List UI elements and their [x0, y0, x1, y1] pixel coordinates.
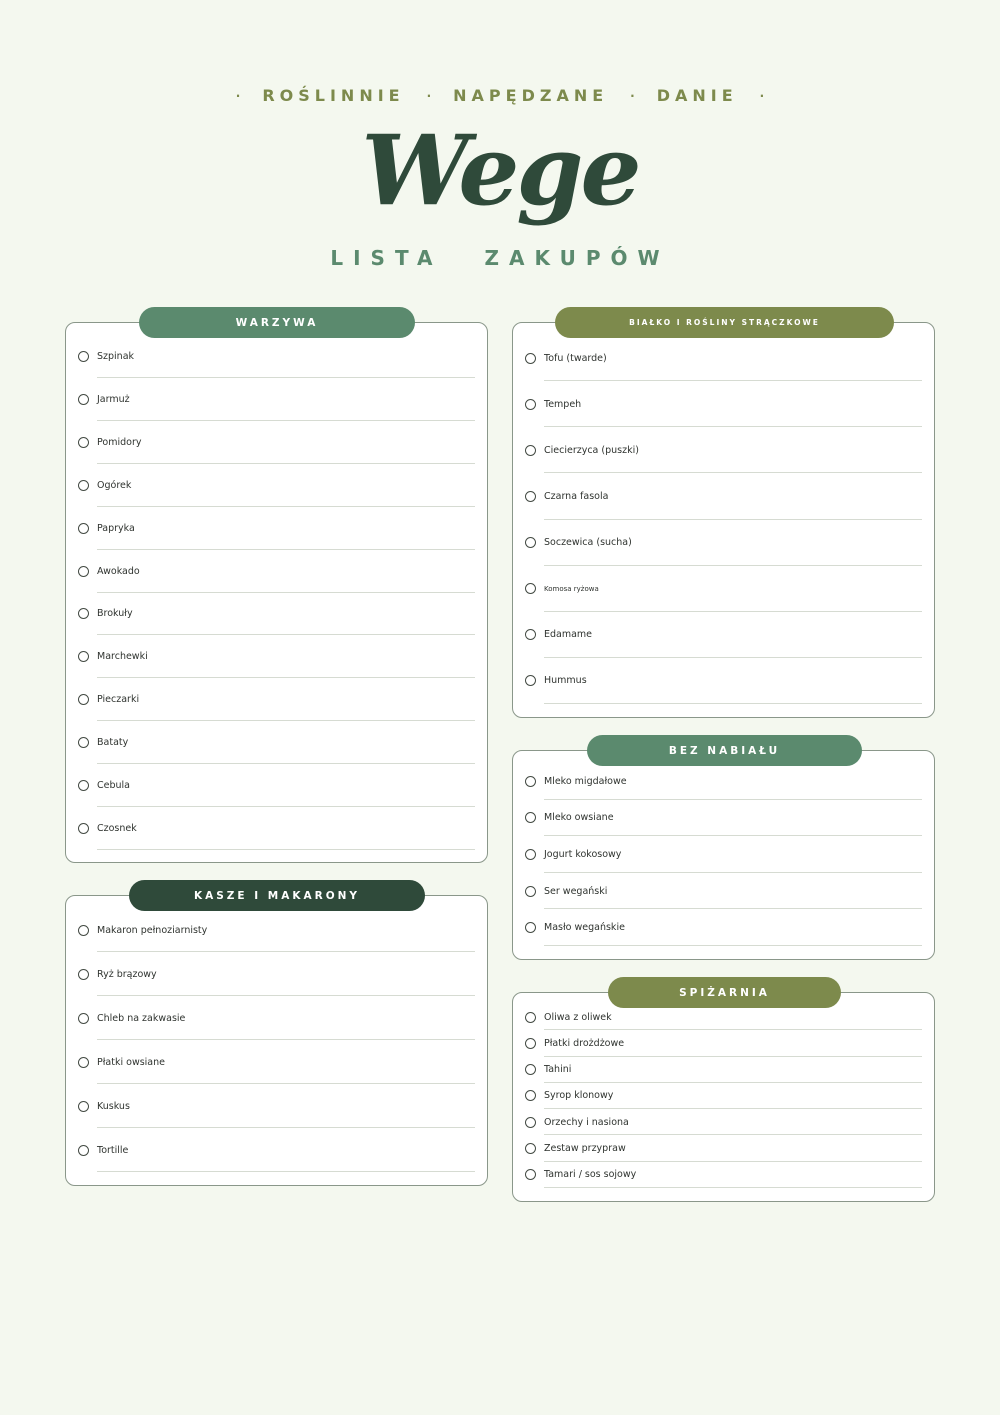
checkbox-circle-icon[interactable]: [525, 1169, 536, 1180]
checkbox-circle-icon[interactable]: [525, 812, 536, 823]
row-divider: [544, 1187, 922, 1188]
checkbox-circle-icon[interactable]: [525, 353, 536, 364]
checkbox-circle-icon[interactable]: [78, 780, 89, 791]
list-item-label: Ogórek: [97, 479, 132, 491]
list-item[interactable]: [77, 1040, 475, 1084]
list-item[interactable]: [524, 1135, 922, 1161]
checkbox-circle-icon[interactable]: [78, 1145, 89, 1156]
checkbox-circle-icon[interactable]: [525, 1117, 536, 1128]
section-title-bez-nabialu: BEZ NABIAŁU: [587, 735, 862, 766]
list-item[interactable]: [77, 678, 475, 721]
list-item[interactable]: [524, 1162, 922, 1188]
list-item-label: Brokuły: [97, 608, 133, 620]
list-item-label: Płatki drożdżowe: [544, 1037, 625, 1049]
list-item-label: Płatki owsiane: [97, 1056, 165, 1068]
list-item[interactable]: [77, 593, 475, 636]
list-item[interactable]: [524, 1004, 922, 1030]
subtitle-word-1: LISTA: [330, 246, 443, 270]
list-item-label: Syrop klonowy: [544, 1090, 614, 1102]
checkbox-circle-icon[interactable]: [525, 399, 536, 410]
list-item-label: Tofu (twarde): [544, 352, 607, 364]
list-item[interactable]: [524, 427, 922, 473]
list-item[interactable]: [524, 1030, 922, 1056]
section-bialko: [512, 318, 935, 718]
section-spizarnia: [512, 986, 935, 1202]
list-item-label: Papryka: [97, 522, 135, 534]
checkbox-circle-icon[interactable]: [78, 969, 89, 980]
list-item[interactable]: [77, 764, 475, 807]
list-item[interactable]: [524, 658, 922, 704]
section-warzywa: [65, 316, 488, 863]
checkbox-circle-icon[interactable]: [525, 1038, 536, 1049]
list-item-label: Mleko migdałowe: [544, 775, 627, 787]
list-item[interactable]: [77, 550, 475, 593]
section-title-bialko: BIAŁKO I ROŚLINY STRĄCZKOWE: [555, 307, 894, 338]
list-item-label: Czosnek: [97, 823, 137, 835]
list-item[interactable]: [77, 908, 475, 952]
checkbox-circle-icon[interactable]: [525, 491, 536, 502]
list-item-label: Szpinak: [97, 350, 135, 362]
section-title-kasze: KASZE I MAKARONY: [129, 880, 425, 911]
list-item[interactable]: [77, 1084, 475, 1128]
list-item-label: Oliwa z oliwek: [544, 1011, 612, 1023]
list-item[interactable]: [77, 507, 475, 550]
checkbox-circle-icon[interactable]: [78, 1101, 89, 1112]
tagline: [0, 86, 1000, 105]
list-item[interactable]: [524, 1057, 922, 1083]
list-item-label: Makaron pełnoziarnisty: [97, 924, 208, 936]
list-item[interactable]: [77, 996, 475, 1040]
list-item-label: Mleko owsiane: [544, 812, 614, 824]
tagline-word-2: NAPĘDZANE: [453, 86, 609, 105]
list-item[interactable]: [77, 335, 475, 378]
checkbox-circle-icon[interactable]: [78, 1013, 89, 1024]
checkbox-circle-icon[interactable]: [525, 922, 536, 933]
list-item-label: Ciecierzyca (puszki): [544, 444, 639, 456]
list-item[interactable]: [524, 381, 922, 427]
list-item[interactable]: [524, 1083, 922, 1109]
checkbox-circle-icon[interactable]: [78, 608, 89, 619]
list-item[interactable]: [524, 335, 922, 381]
tagline-dot: ·: [759, 88, 765, 103]
checklist: [77, 335, 475, 850]
checkbox-circle-icon[interactable]: [525, 629, 536, 640]
subtitle-word-2: ZAKUPÓW: [484, 246, 670, 270]
list-item-label: Hummus: [544, 675, 587, 687]
page-subtitle: [0, 246, 1000, 270]
checkbox-circle-icon[interactable]: [525, 445, 536, 456]
tagline-word-1: ROŚLINNIE: [262, 86, 405, 105]
list-item[interactable]: [77, 464, 475, 507]
checkbox-circle-icon[interactable]: [78, 737, 89, 748]
list-item-label: Kuskus: [97, 1100, 130, 1112]
checkbox-circle-icon[interactable]: [525, 776, 536, 787]
list-item[interactable]: [77, 378, 475, 421]
list-item-label: Zestaw przypraw: [544, 1143, 626, 1155]
list-item-label: Pieczarki: [97, 694, 140, 706]
list-item[interactable]: [524, 836, 922, 873]
tagline-dot: ·: [235, 88, 241, 103]
list-item[interactable]: [77, 721, 475, 764]
list-item-label: Orzechy i nasiona: [544, 1116, 629, 1128]
list-item-label: Tahini: [544, 1064, 572, 1076]
checkbox-circle-icon[interactable]: [525, 583, 536, 594]
checkbox-circle-icon[interactable]: [78, 694, 89, 705]
list-item-label: Marchewki: [97, 651, 148, 663]
checkbox-circle-icon[interactable]: [525, 537, 536, 548]
checkbox-circle-icon[interactable]: [525, 1143, 536, 1154]
tagline-word-3: DANIE: [656, 86, 738, 105]
checkbox-circle-icon[interactable]: [525, 675, 536, 686]
list-item[interactable]: [524, 566, 922, 612]
list-item-label: Pomidory: [97, 436, 142, 448]
list-item[interactable]: [524, 612, 922, 658]
list-item-label: Jogurt kokosowy: [544, 848, 622, 860]
list-item[interactable]: [77, 952, 475, 996]
row-divider: [544, 703, 922, 704]
list-item-label: Tempeh: [544, 398, 582, 410]
page-title: Wege: [361, 114, 639, 227]
list-item[interactable]: [524, 909, 922, 946]
list-item[interactable]: [524, 473, 922, 519]
list-item[interactable]: [77, 635, 475, 678]
checklist: [524, 335, 922, 704]
section-title-spizarnia: SPIŻARNIA: [608, 977, 841, 1008]
list-item[interactable]: [524, 800, 922, 837]
list-item[interactable]: [77, 1128, 475, 1172]
checkbox-circle-icon[interactable]: [78, 1057, 89, 1068]
checkbox-circle-icon[interactable]: [78, 925, 89, 936]
list-item[interactable]: [524, 520, 922, 566]
list-item-label: Czarna fasola: [544, 490, 609, 502]
checkbox-circle-icon[interactable]: [78, 437, 89, 448]
list-item-label: Bataty: [97, 737, 129, 749]
checkbox-circle-icon[interactable]: [525, 1090, 536, 1101]
checkbox-circle-icon[interactable]: [525, 886, 536, 897]
list-item[interactable]: [524, 873, 922, 910]
row-divider: [97, 849, 475, 850]
list-item[interactable]: [77, 421, 475, 464]
list-item-label: Komosa ryżowa: [544, 584, 599, 593]
list-item-label: Edamame: [544, 629, 593, 641]
checkbox-circle-icon[interactable]: [78, 351, 89, 362]
list-item-label: Masło wegańskie: [544, 922, 625, 934]
list-item-label: Jarmuż: [97, 393, 130, 405]
checkbox-circle-icon[interactable]: [78, 394, 89, 405]
checkbox-circle-icon[interactable]: [78, 823, 89, 834]
checkbox-circle-icon[interactable]: [525, 1064, 536, 1075]
list-item-label: Ryż brązowy: [97, 968, 157, 980]
checklist: [77, 908, 475, 1172]
list-item[interactable]: [77, 807, 475, 850]
section-kasze: [65, 889, 488, 1186]
list-item-label: Awokado: [97, 565, 140, 577]
tagline-dot: ·: [426, 88, 432, 103]
checkbox-circle-icon[interactable]: [78, 566, 89, 577]
tagline-dot: ·: [630, 88, 635, 103]
row-divider: [97, 1171, 475, 1172]
checkbox-circle-icon[interactable]: [78, 651, 89, 662]
checkbox-circle-icon[interactable]: [525, 849, 536, 860]
checklist: [524, 763, 922, 946]
checkbox-circle-icon[interactable]: [78, 480, 89, 491]
list-item-label: Tamari / sos sojowy: [544, 1169, 637, 1181]
checkbox-circle-icon[interactable]: [78, 523, 89, 534]
section-title-warzywa: WARZYWA: [139, 307, 415, 338]
list-item[interactable]: [524, 763, 922, 800]
list-item-label: Chleb na zakwasie: [97, 1012, 186, 1024]
section-bez-nabialu: [512, 744, 935, 960]
checklist: [524, 1004, 922, 1188]
checkbox-circle-icon[interactable]: [525, 1012, 536, 1023]
row-divider: [544, 945, 922, 946]
list-item[interactable]: [524, 1109, 922, 1135]
list-item-label: Ser wegański: [544, 885, 608, 897]
list-item-label: Cebula: [97, 780, 130, 792]
list-item-label: Tortille: [97, 1144, 129, 1156]
list-item-label: Soczewica (sucha): [544, 537, 632, 549]
